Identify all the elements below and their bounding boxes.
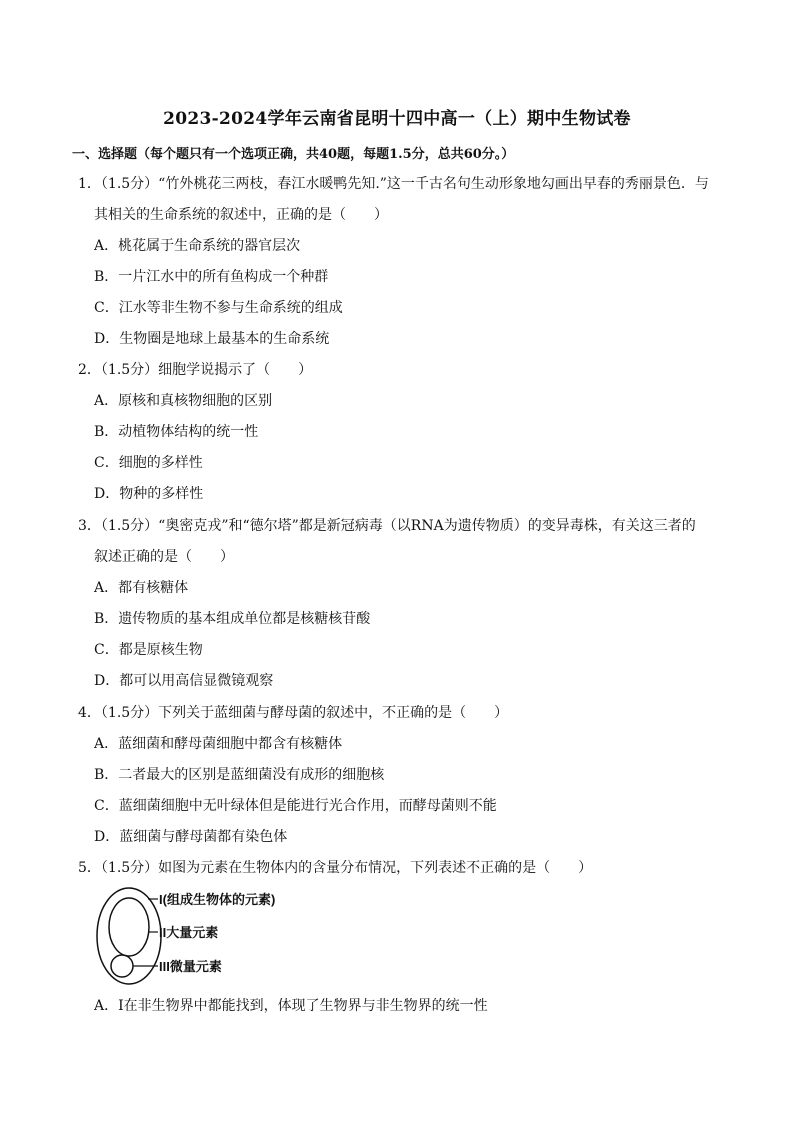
question-2-line-1: 2．（1.5分）细胞学说揭示了（ ） [78,362,313,378]
question-2-option-a: A．原核和真核物细胞的区别 [94,393,273,409]
question-5-line-1: 5．（1.5分）如图为元素在生物体内的含量分布情况，下列表述不正确的是（ ） [78,860,593,876]
question-4-option-a: A．蓝细菌和酵母菌细胞中都含有核糖体 [94,736,343,752]
outer-ellipse-i [97,888,161,984]
diagram-label-iii: III微量元素 [159,959,222,974]
question-1-line-1: 1．（1.5分）“竹外桃花三两枝，春江水暖鸭先知.”这一千古名句生动形象地勾画出早春的秀丽景色．与 [78,176,709,192]
question-1-option-c: C．江水等非生物不参与生命系统的组成 [94,300,343,316]
question-3-option-c: C．都是原核生物 [94,642,203,658]
section-heading: 一、选择题（每个题只有一个选项正确，共40题，每题1.5分，总共60分。） [72,147,515,162]
question-2-option-b: B．动植物体结构的统一性 [94,424,259,440]
question-3-option-a: A．都有核糖体 [94,580,189,596]
question-1-option-d: D．生物圈是地球上最基本的生命系统 [94,331,330,347]
question-4-option-d: D．蓝细菌与酵母菌都有染色体 [94,829,288,845]
question-2-option-c: C．细胞的多样性 [94,455,203,471]
question-3-line-1: 3．（1.5分）“奥密克戎”和“德尔塔”都是新冠病毒（以RNA为遗传物质）的变异毒株，有关这三者的 [78,518,696,534]
diagram-label-ii: II大量元素 [159,925,219,940]
question-1-option-a: A．桃花属于生命系统的器官层次 [94,238,301,254]
question-1-line-2: 其相关的生命系统的叙述中，正确的是（ ） [94,207,388,223]
element-content-diagram [96,886,306,986]
question-3-line-2: 叙述正确的是（ ） [94,549,234,565]
question-5-option-a: A．Ⅰ在非生物界中都能找到，体现了生物界与非生物界的统一性 [94,998,488,1014]
middle-ellipse-ii [109,898,149,956]
question-4-line-1: 4．（1.5分）下列关于蓝细菌与酵母菌的叙述中，不正确的是（ ） [78,705,509,721]
question-4-option-b: B．二者最大的区别是蓝细菌没有成形的细胞核 [94,767,385,783]
small-circle-iii [111,955,133,977]
question-1-option-b: B．一片江水中的所有鱼构成一个种群 [94,269,329,285]
question-3-option-b: B．遗传物质的基本组成单位都是核糖核苷酸 [94,611,371,627]
question-2-option-d: D．物种的多样性 [94,486,204,502]
page-title: 2023-2024学年云南省昆明十四中高一（上）期中生物试卷 [163,109,631,129]
question-3-option-d: D．都可以用高信显微镜观察 [94,673,274,689]
diagram-label-i: I(组成生物体的元素) [159,892,276,907]
question-4-option-c: C．蓝细菌细胞中无叶绿体但是能进行光合作用，而酵母菌则不能 [94,798,497,814]
